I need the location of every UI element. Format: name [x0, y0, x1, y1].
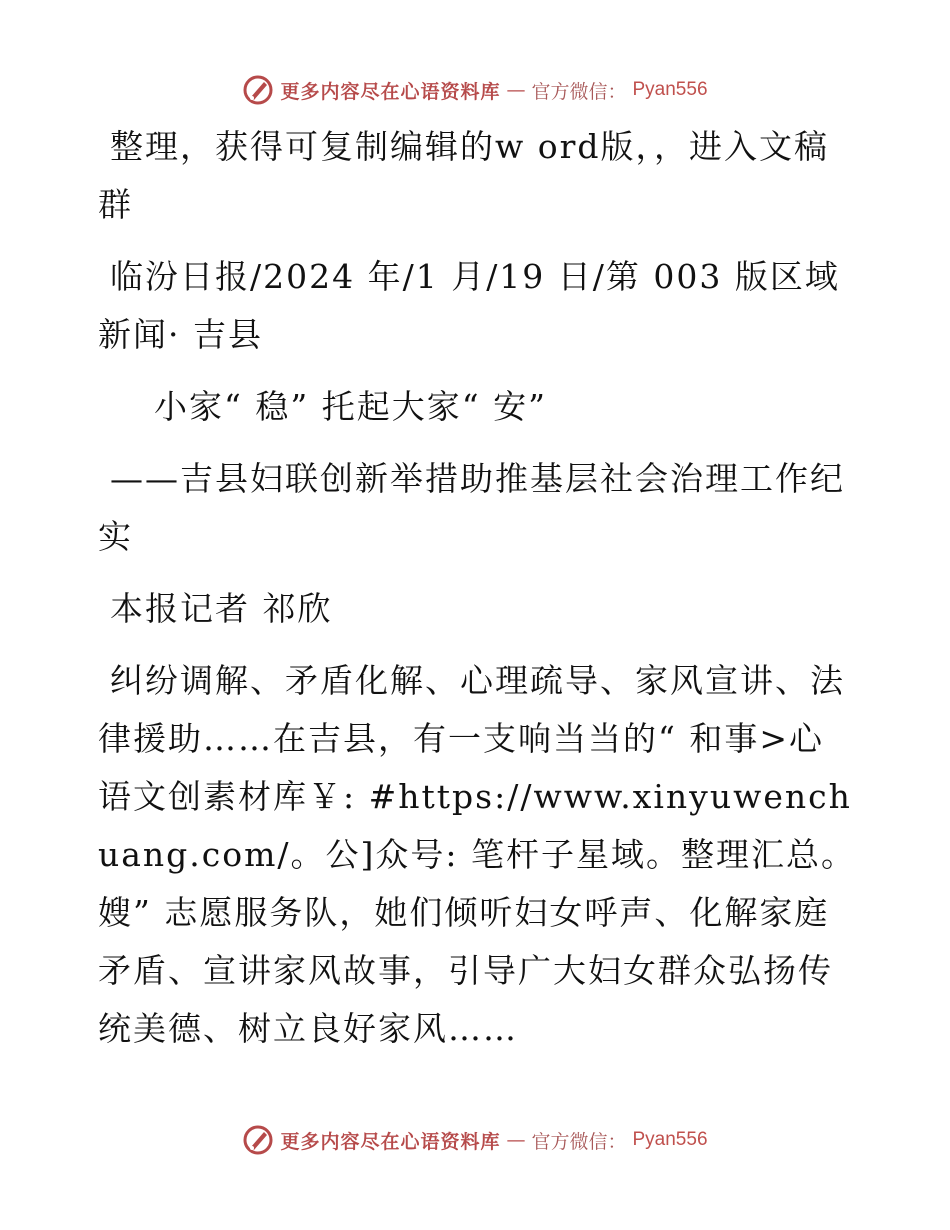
- source-line: 临汾日报/2024 年/1 月/19 日/第 003 版区域新闻· 吉县: [98, 257, 840, 354]
- watermark-main-text: 更多内容尽在心语资料库: [280, 1130, 501, 1153]
- header-watermark: [0, 70, 950, 110]
- document-body: [98, 118, 858, 1072]
- pen-logo-icon: [242, 74, 274, 106]
- article-subtitle: ——吉县妇联创新举措助推基层社会治理工作纪实: [98, 459, 845, 556]
- watermark-logo: [242, 1124, 707, 1156]
- watermark-wechat-id: Pyan556: [632, 1129, 708, 1150]
- intro-line: 整理，获得可复制编辑的w ord版，，进入文稿群: [98, 127, 830, 224]
- watermark-wechat-id: Pyan556: [632, 79, 708, 100]
- watermark-official-label: 官方微信：: [531, 80, 627, 103]
- watermark-separator: —: [506, 1129, 526, 1151]
- byline: 本报记者 祁欣: [110, 589, 333, 628]
- article-title: 小家“ 稳” 托起大家“ 安”: [154, 387, 547, 426]
- watermark-official-label: 官方微信：: [531, 1130, 627, 1153]
- pen-logo-icon: [242, 1124, 274, 1156]
- watermark-main-text: 更多内容尽在心语资料库: [280, 80, 501, 103]
- watermark-logo: [242, 74, 707, 106]
- footer-watermark: [0, 1120, 950, 1160]
- body-paragraph: 纠纷调解、矛盾化解、心理疏导、家风宣讲、法律援助……在吉县，有一支响当当的“ 和事>心语文创素材库￥: #https://www.xinyuwenchuang.com/。公]众号: 笔杆子星域。整理汇总。嫂” 志愿服务队，她们倾听妇女呼声、化解家庭矛盾、宣讲家风故事，引导广大妇女群众弘扬传统美德、树立良好家风……: [98, 661, 857, 1048]
- watermark-separator: —: [506, 79, 526, 101]
